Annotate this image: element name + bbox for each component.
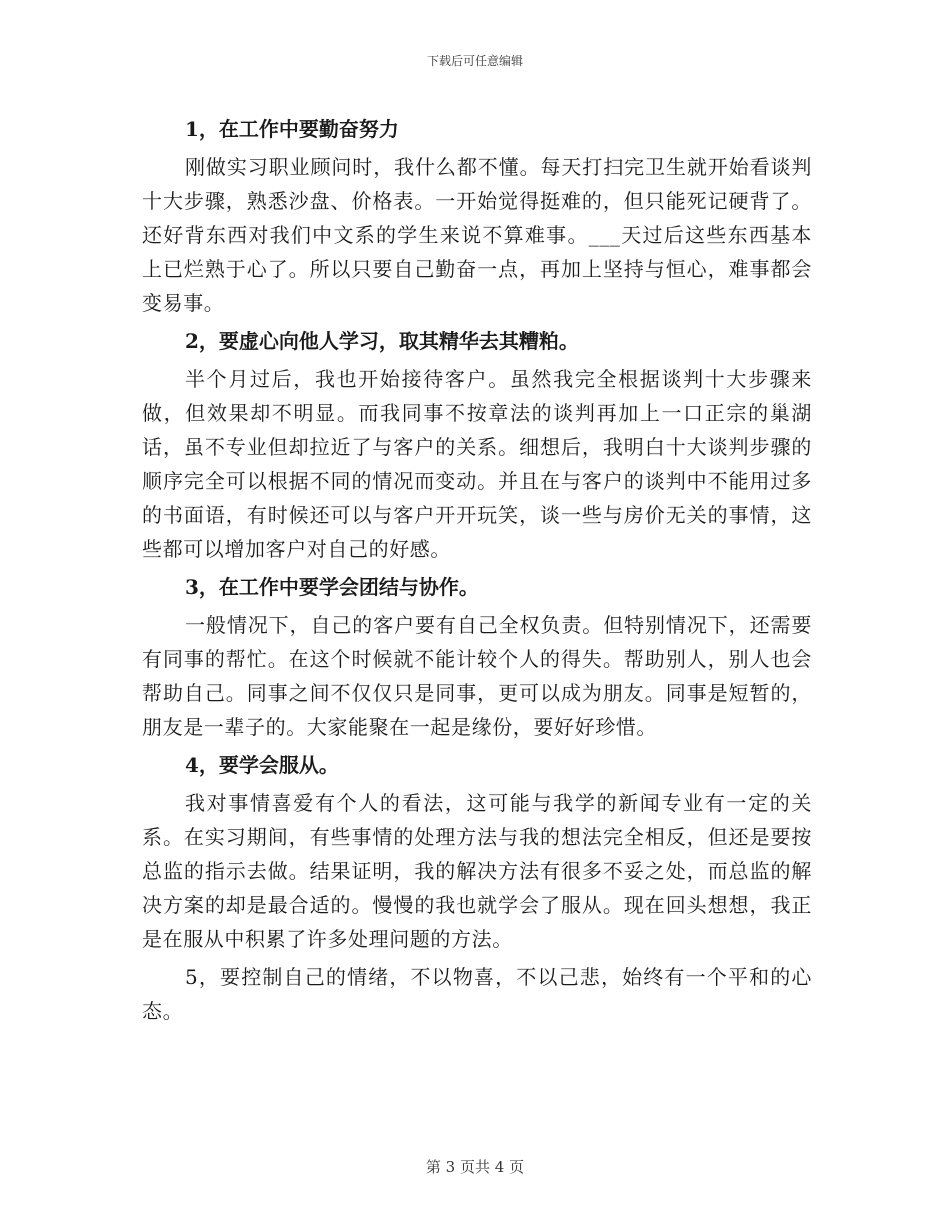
section-paragraph: 半个月过后，我也开始接待客户。虽然我完全根据谈判十大步骤来做，但效果却不明显。而我同事不按章法的谈判再加上一口正宗的巢湖话，虽不专业但却拉近了与客户的关系。细想后，我明白十大谈判步骤的顺序完全可以根据不同的情况而变动。并且在与客户的谈判中不能用过多的书面语，有时候还可以与客户开开玩笑，谈一些与房价无关的事情，这些都可以增加客户对自己的好感。 (142, 367, 812, 561)
page-number: 第 3 页共 4 页 (425, 1158, 525, 1176)
section-1 (142, 112, 812, 320)
page-header-note: 下载后可任意编辑 (426, 54, 523, 68)
section-heading: 4，要学会服从。 (185, 753, 339, 777)
section-paragraph: 我对事情喜爱有个人的看法，这可能与我学的新闻专业有一定的关系。在实习期间，有些事情的处理方法与我的想法完全相反，但还是要按总监的指示去做。结果证明，我的解决方法有很多不妥之处，而总监的解决方案的却是最合适的。慢慢的我也就学会了服从。现在回头想想，我正是在服从中积累了许多处理问题的方法。 (142, 791, 812, 951)
section-2 (142, 324, 812, 566)
document-body (142, 112, 812, 1032)
section-heading: 1，在工作中要勤奋努力 (185, 117, 399, 141)
section-4 (142, 748, 812, 956)
closing-paragraph: 5，要控制自己的情绪，不以物喜，不以己悲，始终有一个平和的心态。 (142, 965, 812, 1023)
section-heading: 3，在工作中要学会团结与协作。 (185, 575, 479, 599)
section-paragraph: 刚做实习职业顾问时，我什么都不懂。每天打扫完卫生就开始看谈判十大步骤，熟悉沙盘、价格表。一开始觉得挺难的，但只能死记硬背了。还好背东西对我们中文系的学生来说不算难事。___天过后这些东西基本上已烂熟于心了。所以只要自己勤奋一点，再加上坚持与恒心，难事都会变易事。 (142, 155, 812, 315)
section-3 (142, 570, 812, 744)
section-paragraph: 一般情况下，自己的客户要有自己全权负责。但特别情况下，还需要有同事的帮忙。在这个时候就不能计较个人的得失。帮助别人，别人也会帮助自己。同事之间不仅仅只是同事，更可以成为朋友。同事是短暂的，朋友是一辈子的。大家能聚在一起是缘份，要好好珍惜。 (142, 613, 812, 739)
section-heading: 2，要虚心向他人学习，取其精华去其糟粕。 (185, 329, 579, 353)
